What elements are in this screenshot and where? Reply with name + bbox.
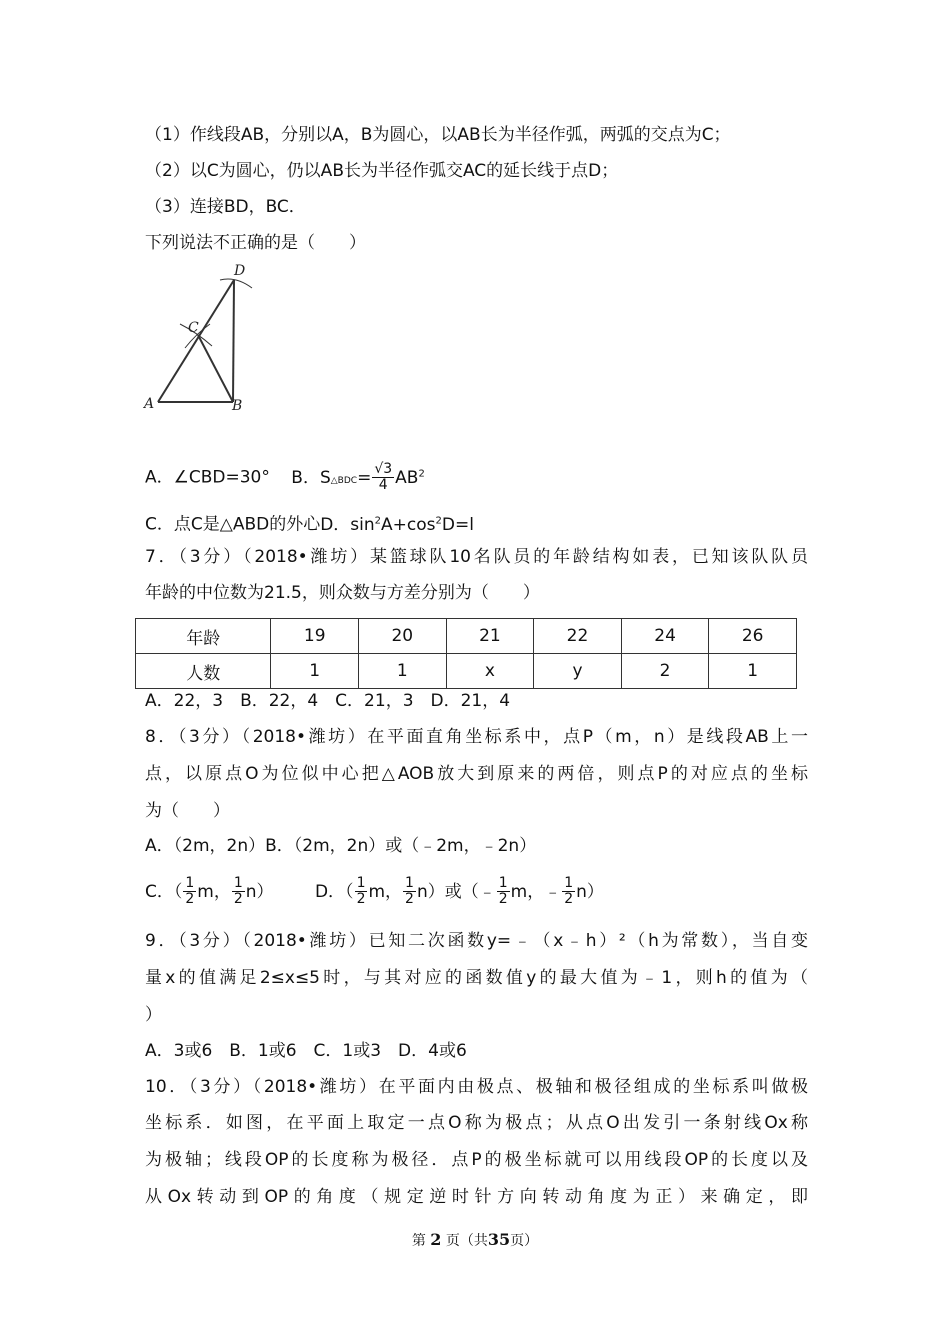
table-cell: y [534,654,622,689]
arc-d [220,279,252,288]
table-cell: 1 [709,654,797,689]
option-d: D．（ $\frac{1}{2}$ m， $\frac{1}{2}$ n）或（﹣ $\frac{1}{2}$ m，﹣ $\frac{1}{2}$ n） [314,875,604,907]
option-a: A．∠CBD=30° [145,467,270,488]
option-d: D．$\sin^2A+\cos^2D=l$ [320,514,474,535]
question-7-line-2: 年龄的中位数为21.5，则众数与方差分别为（ ） [145,583,540,603]
question-8-options-ab: A．（2m，2n）B．（2m，2n）或（﹣2m，﹣2n） [145,836,537,856]
total-pages: 35 [487,1230,511,1249]
question-9-line-2: 量x的值满足2≤x≤5时，与其对应的函数值y的最大值为﹣1，则h的值为（ [145,968,808,988]
table-cell: 人数 [136,654,271,689]
step-2: （2）以C为圆心，仍以AB长为半径作弧交AC的延长线于点D； [145,161,619,181]
table-cell: 21 [446,619,534,654]
table-cell: 26 [709,619,797,654]
table-cell: 20 [359,619,447,654]
fraction-one-half: $\frac{1}{2}$ [233,875,243,907]
question-9-options: A．3或6 B．1或6 C．1或3 D．4或6 [145,1041,467,1061]
segment-bc [198,335,233,402]
table-cell: 22 [534,619,622,654]
question-9-line-1: 9．（3分）（2018•潍坊）已知二次函数y=﹣（x﹣h）²（h为常数），当自变 [145,931,808,951]
question-6-prompt: 下列说法不正确的是（ ） [145,233,366,253]
question-8-line-3: 为（ ） [145,801,230,821]
segment-bd [233,280,234,402]
question-8-line-1: 8．（3分）（2018•潍坊）在平面直角坐标系中，点P（m，n）是线段AB上一 [145,727,808,747]
question-6-options-ab [145,462,425,493]
label-b: B [232,398,243,414]
label-c: C [188,320,199,336]
label-a: A [144,396,155,412]
table-row-count [136,654,797,689]
option-c: C．点C是△ABD的外心 [145,514,321,535]
page-number: 2 [430,1230,442,1249]
table-cell: 1 [271,654,359,689]
table-cell: x [446,654,534,689]
triangle-construction-figure [140,262,260,422]
fraction-one-half: $\frac{1}{2}$ [564,875,574,907]
table-cell: 年龄 [136,619,271,654]
table-row-age [136,619,797,654]
table-cell: 24 [621,619,709,654]
fraction-one-half: $\frac{1}{2}$ [498,875,508,907]
option-c: C．（ $\frac{1}{2}$ m， $\frac{1}{2}$ n） [145,875,274,907]
question-9-line-3: ） [145,1005,162,1025]
question-10-line-2: 坐标系．如图，在平面上取定一点O称为极点；从点O出发引一条射线Ox称 [145,1113,808,1133]
step-3: （3）连接BD，BC． [145,197,306,217]
label-d: D [234,263,246,279]
question-8-line-2: 点，以原点O为位似中心把△AOB放大到原来的两倍，则点P的对应点的坐标 [145,764,808,784]
question-8-options-cd [145,876,604,907]
question-10-line-1: 10．（3分）（2018•潍坊）在平面内由极点、极轴和极径组成的坐标系叫做极 [145,1077,808,1097]
question-10-line-3: 为极轴；线段OP的长度称为极径．点P的极坐标就可以用线段OP的长度以及 [145,1150,808,1170]
option-b: B．S△BDC= $\frac{√3}{4}$ $AB^2$ [291,461,425,493]
table-cell: 19 [271,619,359,654]
page-footer: 第 2 页（共35页） [411,1230,539,1249]
table-cell: 2 [621,654,709,689]
table-cell: 1 [359,654,447,689]
question-7-options: A．22，3 B．22，4 C．21，3 D．21，4 [145,691,511,711]
fraction-sqrt3-over-4: $\frac{√3}{4}$ [374,461,393,493]
fraction-one-half: $\frac{1}{2}$ [405,875,414,907]
fraction-one-half: $\frac{1}{2}$ [185,875,195,907]
question-10-line-4: 从Ox转动到OP的角度（规定逆时针方向转动角度为正）来确定，即 [145,1187,808,1207]
question-7-line-1: 7．（3分）（2018•潍坊）某篮球队10名队员的年龄结构如表，已知该队队员 [145,547,808,567]
step-1: （1）作线段AB，分别以A，B为圆心，以AB长为半径作弧，两弧的交点为C； [145,125,731,145]
age-table [135,618,797,689]
fraction-one-half: $\frac{1}{2}$ [356,875,366,907]
question-6-options-cd [145,510,474,536]
